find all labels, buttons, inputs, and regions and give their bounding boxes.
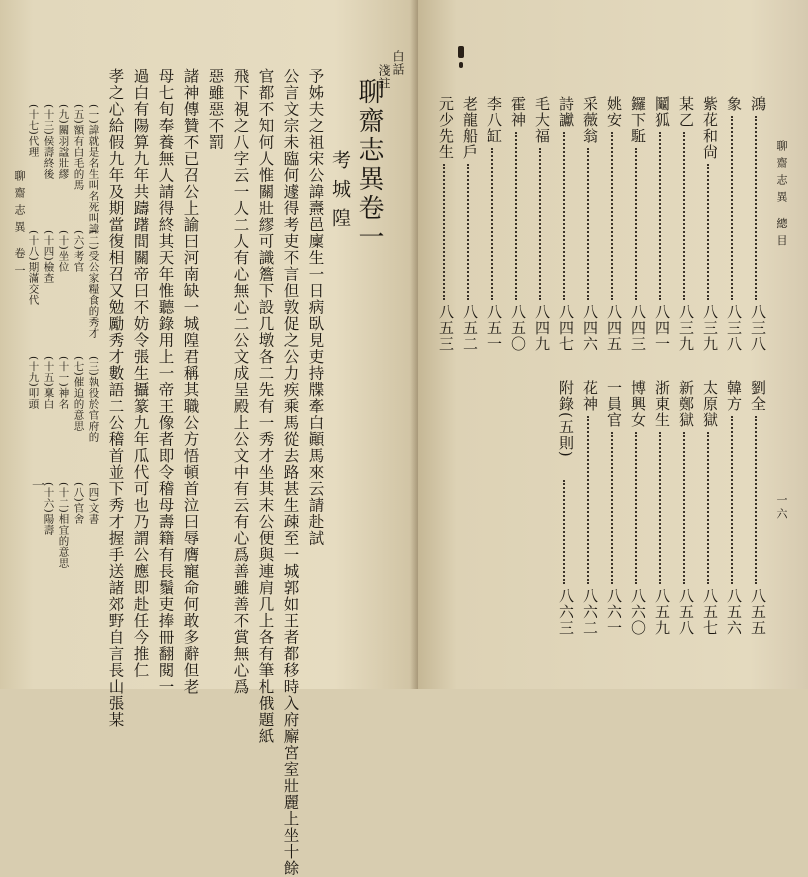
footnote: (十二)相宜的意思 xyxy=(57,482,70,569)
toc-entry-page: 八四七 xyxy=(557,304,575,352)
byline-top: 白話 xyxy=(391,50,405,76)
toc-entry-title: 韓方 xyxy=(725,380,743,412)
body-column: 過白有陽算九年共躊躇間關帝曰不妨令張生攝篆九年瓜代可也乃謂公應即赴任今推仁 xyxy=(131,68,150,679)
ink-mark xyxy=(458,46,464,58)
footnote: (十九)叩頭 xyxy=(27,356,40,410)
toc-entry-title: 詩讞 xyxy=(557,96,575,128)
footnote: (十八)期滿交代 xyxy=(27,230,40,306)
toc-leader-dots xyxy=(587,148,589,300)
footnote: (五)額有白毛的馬 xyxy=(72,104,85,191)
toc-leader-dots xyxy=(467,164,469,300)
right-page xyxy=(418,0,808,689)
toc-leader-dots xyxy=(755,416,757,584)
toc-leader-dots xyxy=(755,116,757,300)
toc-leader-dots xyxy=(635,432,637,584)
toc-entry-page: 八五五 xyxy=(749,588,767,636)
toc-leader-dots xyxy=(611,432,613,584)
footnote: (十一)神名 xyxy=(57,356,70,410)
footnote: (九)關羽諡壯繆 xyxy=(57,104,70,180)
toc-leader-dots xyxy=(563,132,565,300)
toc-leader-dots xyxy=(731,416,733,584)
footnote: (十七)代理 xyxy=(27,104,40,158)
book-title: 聊齋志異卷一 xyxy=(354,78,384,252)
footnote: (十五)稟白 xyxy=(42,356,55,410)
story-title: 考城隍 xyxy=(329,150,351,237)
footnote: (一)諱就是名生叫名死叫諱 xyxy=(87,104,100,235)
toc-entry-page: 八五一 xyxy=(485,304,503,352)
footnote: (六)考官 xyxy=(72,230,85,273)
toc-entry-title: 象 xyxy=(725,96,743,112)
body-column: 惡雖惡不罰 xyxy=(206,68,225,151)
toc-entry-title: 紫花和尙 xyxy=(701,96,719,160)
toc-entry-title: 浙東生 xyxy=(653,380,671,428)
toc-entry-title: 劉全 xyxy=(749,380,767,412)
toc-entry-page: 八四三 xyxy=(629,304,647,352)
toc-leader-dots xyxy=(707,164,709,300)
toc-entry-page: 八三八 xyxy=(749,304,767,352)
toc-entry-page: 八五二 xyxy=(461,304,479,352)
toc-leader-dots xyxy=(515,132,517,300)
toc-entry-title: 鴻 xyxy=(749,96,767,112)
toc-entry-title: 鑼下駈 xyxy=(629,96,647,144)
ink-mark xyxy=(459,62,463,68)
toc-entry-page: 八五六 xyxy=(725,588,743,636)
toc-entry-page: 八六一 xyxy=(605,588,623,636)
byline-bottom: 淺註 xyxy=(377,64,391,90)
toc-entry-title: 毛大福 xyxy=(533,96,551,144)
toc-entry-title: 某乙 xyxy=(677,96,695,128)
toc-entry-page: 八四六 xyxy=(581,304,599,352)
toc-entry-title: 一員官 xyxy=(605,380,623,428)
body-column: 予姊夫之祖宋公諱燾邑廩生一日病臥見吏持牒牽白顚馬來云請赴試 xyxy=(306,68,325,547)
toc-entry-title: 霍神 xyxy=(509,96,527,128)
toc-entry-page: 八六三 xyxy=(557,588,575,636)
toc-leader-dots xyxy=(659,132,661,300)
toc-entry-page: 八三九 xyxy=(677,304,695,352)
toc-leader-dots xyxy=(611,132,613,300)
toc-leader-dots xyxy=(539,148,541,300)
toc-entry-page: 八四一 xyxy=(653,304,671,352)
toc-leader-dots xyxy=(443,164,445,300)
toc-leader-dots xyxy=(683,132,685,300)
toc-entry-page: 八三八 xyxy=(725,304,743,352)
toc-leader-dots xyxy=(587,416,589,584)
toc-leader-dots xyxy=(659,432,661,584)
toc-leader-dots xyxy=(563,480,565,584)
footnote: (十)坐位 xyxy=(57,230,70,273)
page-number: 一六 xyxy=(775,494,788,522)
toc-entry-page: 八五八 xyxy=(677,588,695,636)
footnote: (十三)侯壽終後 xyxy=(42,104,55,180)
toc-entry-page: 八五〇 xyxy=(509,304,527,352)
toc-entry-page: 八五七 xyxy=(701,588,719,636)
page-footer-number: 一 xyxy=(29,478,44,491)
footnote: (十四)檢查 xyxy=(42,230,55,284)
body-column: 母七旬奉養無人請得終其天年惟聽錄用上一帝王像者即令稽母壽籍有長鬚吏捧冊翻閱一 xyxy=(156,68,175,695)
toc-leader-dots xyxy=(683,432,685,584)
body-column: 官都不知何人惟關壯繆可識簷下設几墩各二先有一秀才坐其末公便與連肩几上各有筆札俄題紙 xyxy=(256,68,275,745)
toc-leader-dots xyxy=(707,432,709,584)
toc-leader-dots xyxy=(731,116,733,300)
toc-entry-title: 元少先生 xyxy=(437,96,455,160)
toc-entry-page: 八五三 xyxy=(437,304,455,352)
toc-entry-page: 八六〇 xyxy=(629,588,647,636)
toc-leader-dots xyxy=(491,148,493,300)
footnote: (八)官舍 xyxy=(72,482,85,525)
footnote: (十六)陽壽 xyxy=(42,482,55,536)
toc-entry-page: 八六二 xyxy=(581,588,599,636)
toc-entry-title: 李八缸 xyxy=(485,96,503,144)
body-column: 公言文宗未臨何遽得考吏不言但敦促之公力疾乘馬從去路甚生疎至一城郭如王者都移時入府廨宮室壯麗上坐十餘 xyxy=(281,68,300,877)
body-column: 孝之心給假九年及期當復相召又勉勵秀才數語二公稽首並下秀才握手送諸郊野自言長山張某 xyxy=(106,68,125,728)
toc-entry-title: 老龍船戶 xyxy=(461,96,479,160)
toc-entry-title: 太原獄 xyxy=(701,380,719,428)
toc-entry-title: 新鄭獄 xyxy=(677,380,695,428)
toc-entry-title: 花神 xyxy=(581,380,599,412)
footnote: (三)執役於官府的 xyxy=(87,356,100,443)
toc-entry-title: 博興女 xyxy=(629,380,647,428)
footnote: (二)受公家糧食的秀才 xyxy=(87,230,100,339)
footnote: (四)文書 xyxy=(87,482,100,525)
toc-entry-title: 鬮狐 xyxy=(653,96,671,128)
toc-leader-dots xyxy=(635,148,637,300)
footnote: (七)催迫的意思 xyxy=(72,356,85,432)
toc-entry-page: 八四九 xyxy=(533,304,551,352)
toc-entry-title: 姚安 xyxy=(605,96,623,128)
toc-entry-page: 八四五 xyxy=(605,304,623,352)
toc-entry-title: 采薇翁 xyxy=(581,96,599,144)
running-header: 聊齋志異 總目 xyxy=(775,140,788,252)
body-column: 飛下視之八字云一人二人有心無心二公文成呈殿上公文中有云有心爲善雖善不賞無心爲 xyxy=(231,68,250,695)
toc-entry-page: 八三九 xyxy=(701,304,719,352)
running-header: 聊齋志異 卷一 xyxy=(13,170,26,282)
toc-entry-page: 八五九 xyxy=(653,588,671,636)
body-column: 諸神傳贊不已召公上諭曰河南缺一城隍君稱其職公方悟頓首泣曰辱膺寵命何敢多辭但老 xyxy=(181,68,200,695)
toc-entry-title: 附錄(五則) xyxy=(557,380,575,458)
